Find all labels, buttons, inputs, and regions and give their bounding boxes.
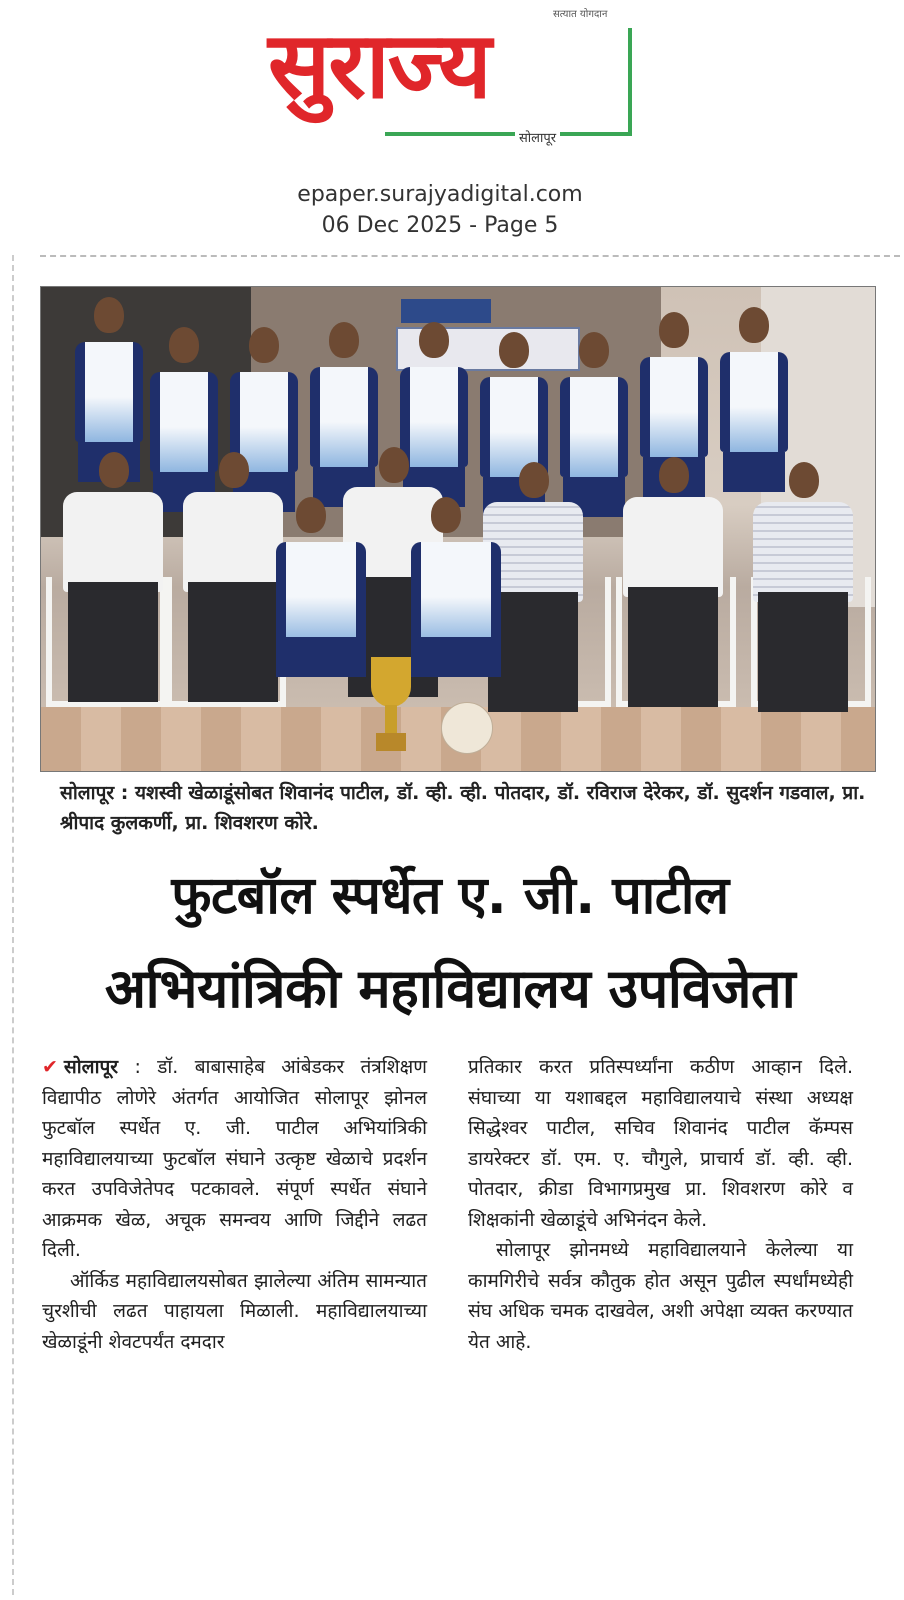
trophy — [371, 657, 411, 707]
masthead-tagline: सत्यात योगदान — [553, 9, 608, 20]
photo-caption: सोलापूर : यशस्वी खेळाडूंसोबत शिवानंद पाटील, डॉ. व्ही. व्ही. पोतदार, डॉ. रविराज देरेकर, डॉ. सुदर्शन गडवाल, प्रा. श्रीपाद कुलकर्णी, प्रा. शिवशरण कोरे. — [60, 782, 866, 834]
logo-accent-line — [385, 132, 630, 136]
headline-line-2: अभियांत्रिकी महाविद्यालय उपविजेता — [104, 957, 796, 1020]
article-dateline: सोलापूर — [63, 1056, 119, 1078]
newspaper-logo[interactable]: सुराज्य — [268, 12, 490, 119]
clipping-border-top — [40, 255, 900, 257]
football — [441, 702, 493, 754]
clipping-border-left — [12, 255, 14, 1595]
article-column-right — [468, 1052, 853, 1357]
edition-date-page: 06 Dec 2025 - Page 5 — [321, 213, 559, 238]
article-paragraph: ✔ सोलापूर : डॉ. बाबासाहेब आंबेडकर तंत्रशिक्षण विद्यापीठ लोणेरे अंतर्गत आयोजित सोलापूर झोनल फुटबॉल स्पर्धेत ए. जी. पाटील अभियांत्रिकी महाविद्यालयाच्या फुटबॉल संघाने उत्कृष्ट खेळाचे प्रदर्शन करत उपविजेतेपद पटकावले. संपूर्ण स्पर्धेत संघाने आक्रमक खेळ, अचूक समन्वय आणि जिद्दीने लढत दिली. — [42, 1056, 427, 1261]
checkmark-icon: ✔ — [42, 1056, 58, 1078]
team-photo — [40, 286, 876, 772]
article-paragraph: प्रतिकार करत प्रतिस्पर्ध्यांना कठीण आव्हान दिले. संघाच्या या यशाबद्दल महाविद्यालयाचे संस्था अध्यक्ष सिद्धेश्वर पाटील, सचिव शिवानंद पाटील कॅम्पस डायरेक्टर डॉ. एम. ए. चौगुले, प्राचार्य डॉ. व्ही. व्ही. पोतदार, क्रीडा विभागप्रमुख प्रा. शिवशरण कोरे व शिक्षकांनी खेळाडूंचे अभिनंदन केले. — [468, 1056, 853, 1231]
article-paragraph: ऑर्किड महाविद्यालयसोबत झालेल्या अंतिम सामन्यात चुरशीची लढत पाहायला मिळाली. महाविद्यालयाच्या खेळाडूंनी शेवटपर्यंत दमदार — [42, 1269, 427, 1353]
headline-line-1: फुटबॉल स्पर्धेत ए. जी. पाटील — [171, 866, 729, 926]
article-paragraph: सोलापूर झोनमध्ये महाविद्यालयाने केलेल्या या कामगिरीचे सर्वत्र कौतुक होत असून पुढील स्पर्धांमध्येही संघ अधिक चमक दाखवेल, अशी अपेक्षा व्यक्त करण्यात येत आहे. — [468, 1239, 853, 1353]
masthead — [0, 0, 904, 250]
logo-accent-vertical — [628, 28, 632, 136]
logo-city: सोलापूर — [515, 128, 560, 146]
epaper-url[interactable]: epaper.surajyadigital.com — [297, 182, 583, 207]
article-column-left — [42, 1052, 427, 1357]
